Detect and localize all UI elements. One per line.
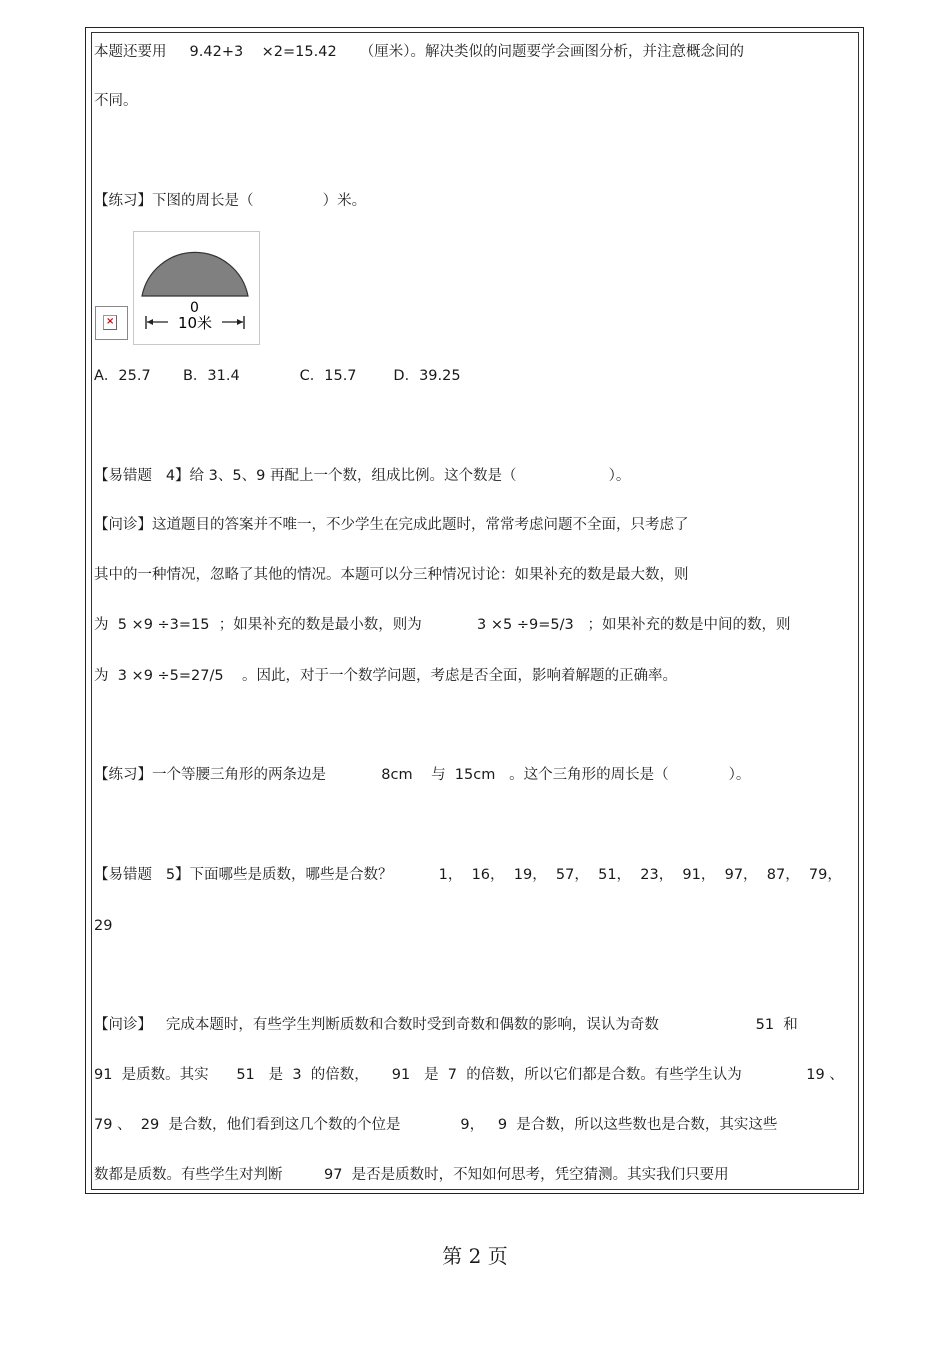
diagnosis-5-line-3: 79 、 29 是合数，他们看到这几个数的个位是 9， 9 是合数，所以这些数也是合数，其实这些 [94, 1117, 778, 1133]
text-line-1: 本题还要用 9.42+3 ×2=15.42 （厘米）。解决类似的问题要学会画图分析，并注意概念间的 [94, 44, 744, 60]
diagnosis-4-line-2: 其中的一种情况，忽略了其他的情况。本题可以分三种情况讨论：如果补充的数是最大数，则 [94, 567, 689, 583]
dim-arrow-left [147, 319, 153, 325]
practice-1-options: A．25.7 B．31.4 C．15.7 D．39.25 [94, 368, 461, 384]
error-question-5-cont: 29 [94, 918, 113, 934]
diagnosis-5-line-4: 数都是质数。有些学生对判断 97 是否是质数时，不知如何思考，凭空猜测。其实我们只要用 [94, 1167, 729, 1183]
practice-1-question: 【练习】下图的周长是（ ）米。 [94, 193, 367, 209]
error-question-5: 【易错题 5】下面哪些是质数，哪些是合数？ 1， 16， 19， 57， 51， 23， 91， 97， 87， 79， [94, 867, 842, 883]
error-question-4: 【易错题 4】给 3、5、9 再配上一个数，组成比例。这个数是（ ）。 [94, 468, 631, 484]
diagnosis-4-line-3: 为 5 ×9 ÷3=15 ；如果补充的数是最小数，则为 3 ×5 ÷9=5/3 ；如果补充的数是中间的数，则 [94, 617, 791, 633]
diagnosis-4-line-1: 【问诊】这道题目的答案并不唯一，不少学生在完成此题时，常常考虑问题不全面，只考虑了 [94, 517, 689, 533]
practice-2-question: 【练习】一个等腰三角形的两条边是 8cm 与 15cm 。这个三角形的周长是（ ）。 [94, 767, 751, 783]
diagnosis-4-line-4: 为 3 ×9 ÷5=27/5 。因此，对于一个数学问题，考虑是否全面，影响着解题的正确率。 [94, 668, 678, 684]
semicircle-shape [142, 252, 248, 296]
diagnosis-5-line-2: 91 是质数。其实 51 是 3 的倍数， 91 是 7 的倍数，所以它们都是合数。有些学生认为 19 、 [94, 1067, 844, 1083]
dimension-label: 10米 [177, 314, 213, 332]
semicircle-diagram [134, 232, 259, 344]
diagnosis-5-line-1: 【问诊】 完成本题时，有些学生判断质数和合数时受到奇数和偶数的影响，误认为奇数 51 和 [94, 1017, 798, 1033]
dim-arrow-right [237, 319, 243, 325]
text-line-2: 不同。 [94, 93, 138, 109]
page-number: 第 2 页 [442, 1244, 508, 1268]
center-label: 0 [190, 300, 199, 316]
broken-image-icon: × [95, 306, 128, 340]
semicircle-figure [133, 231, 260, 345]
